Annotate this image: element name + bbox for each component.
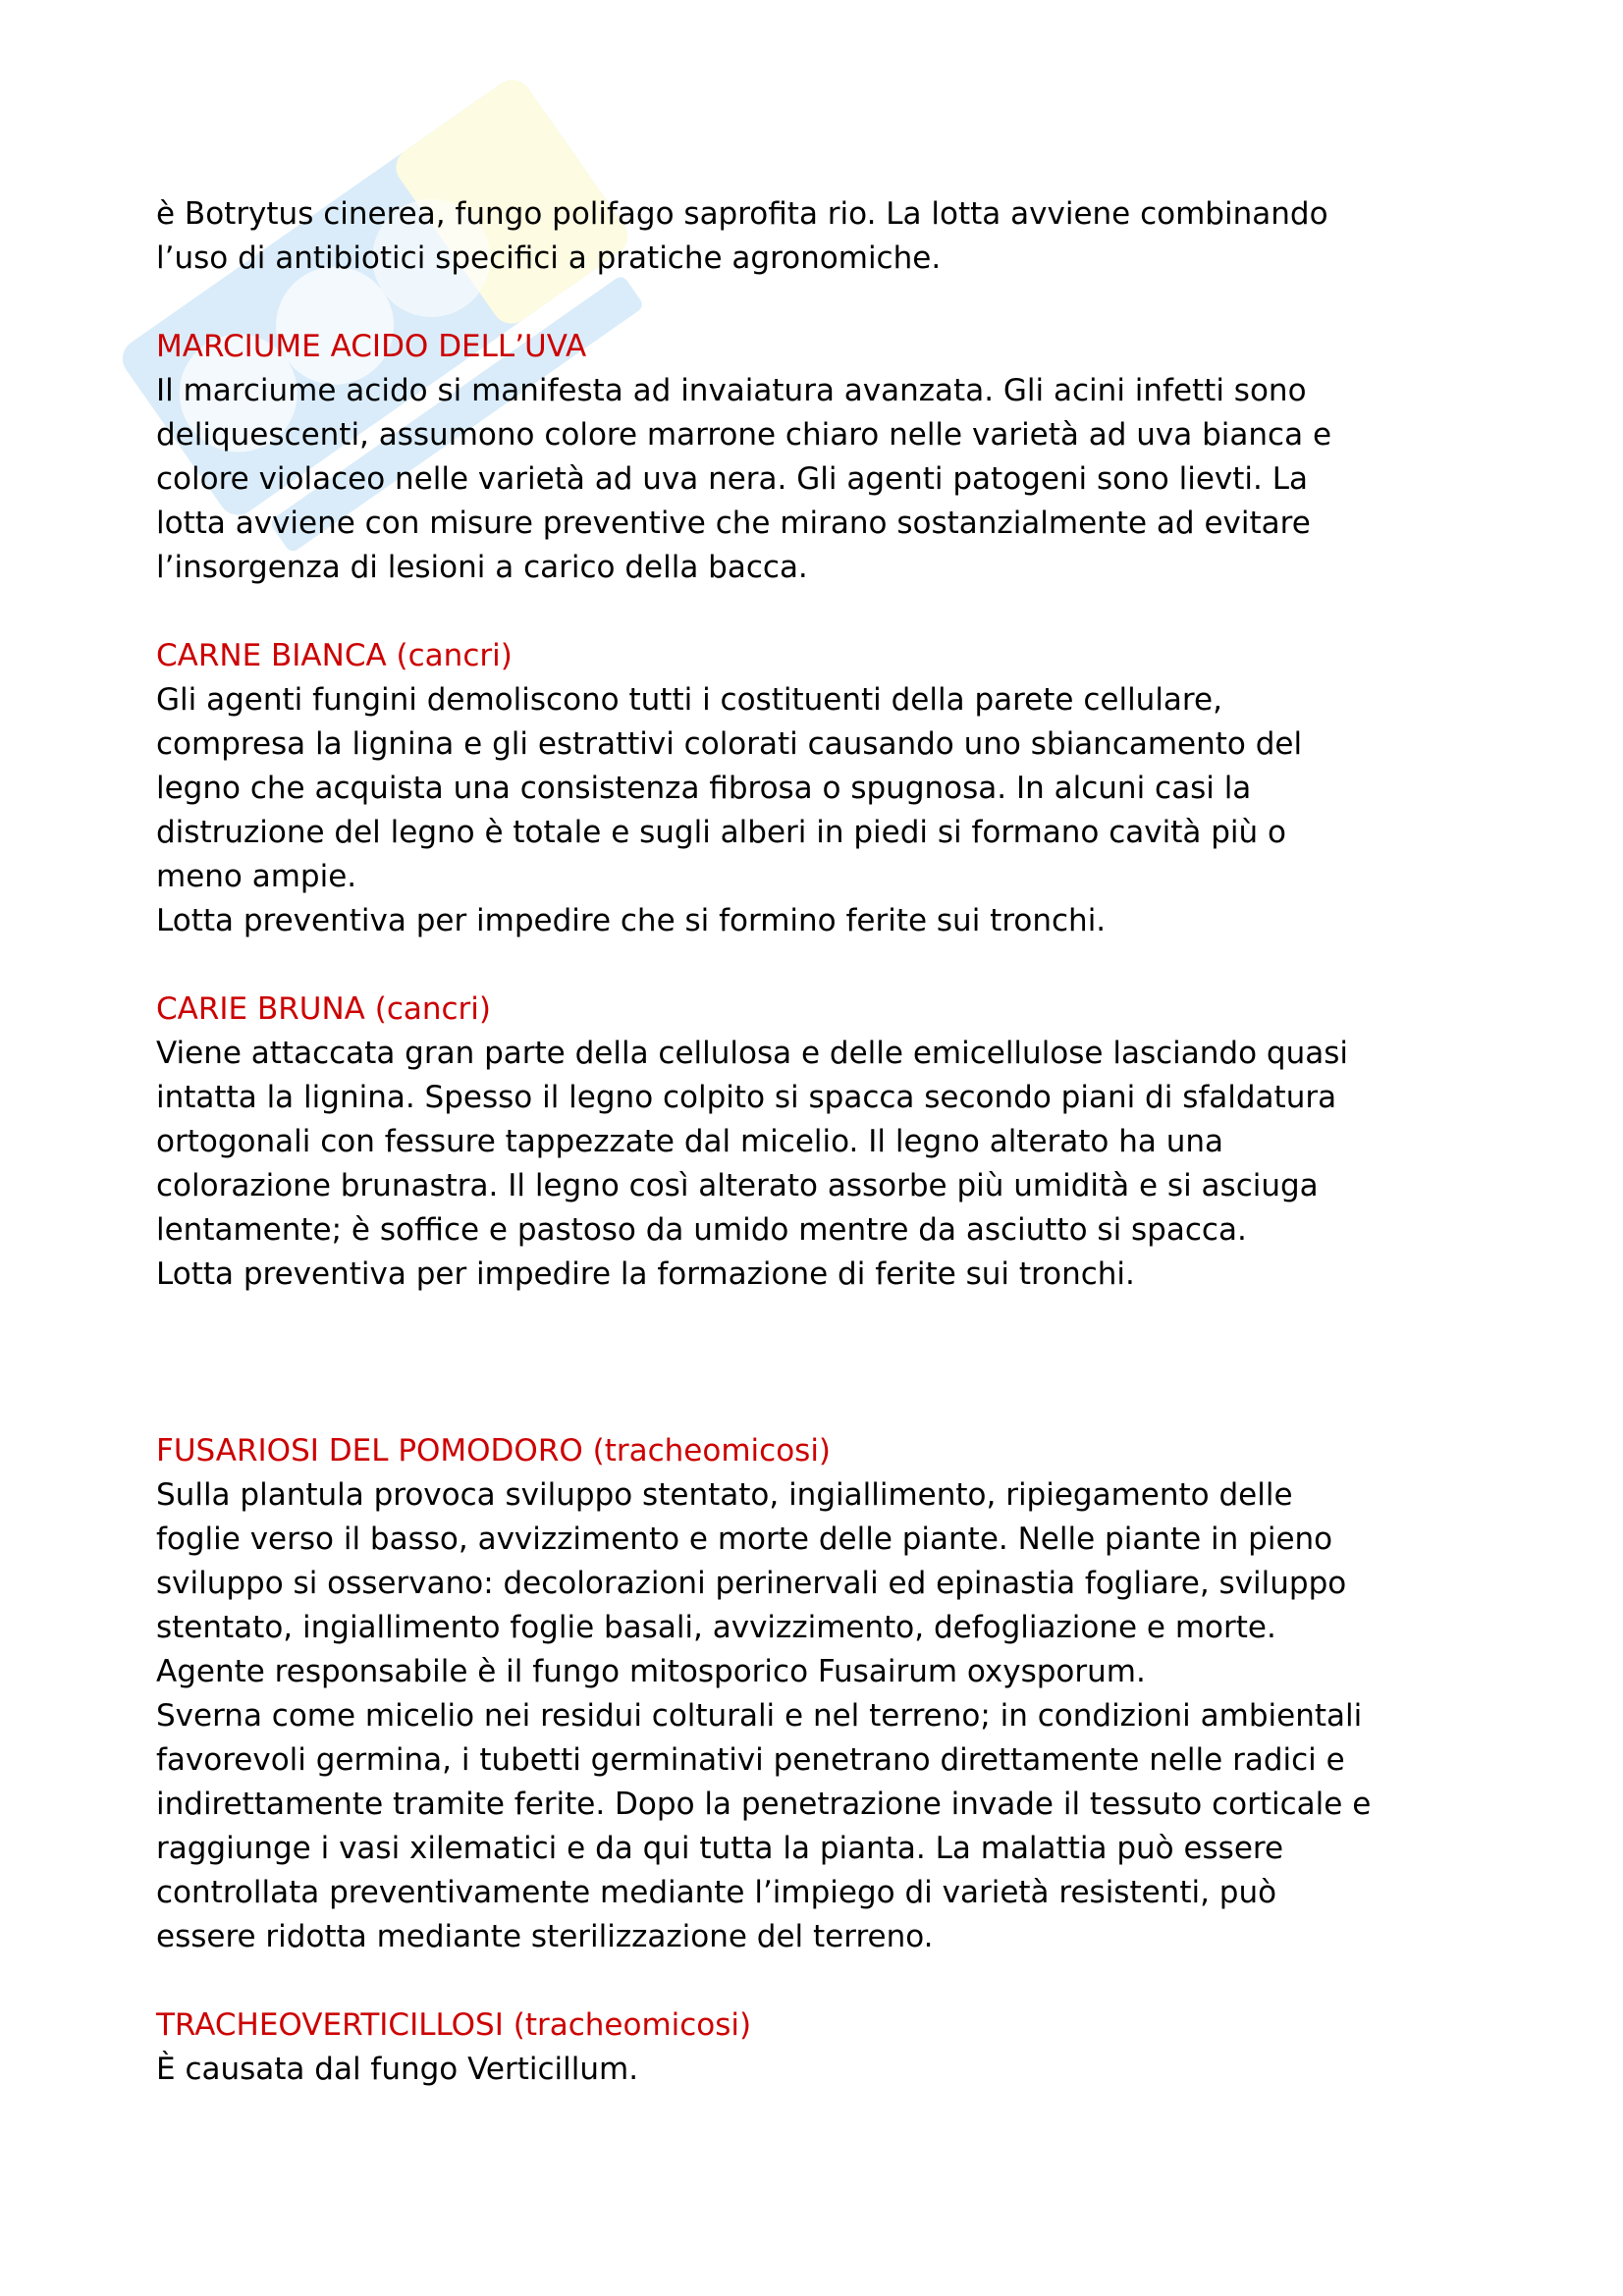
- text-line: sviluppo si osservano: decolorazioni perinervali ed epinastia fogliare, sviluppo: [156, 1566, 1347, 1601]
- section-carie-bruna: [156, 988, 1482, 1297]
- text-line: Lotta preventiva per impedire la formazione di ferite sui tronchi.: [156, 1256, 1135, 1292]
- section-carne-bianca: [156, 634, 1482, 943]
- text-line: controllata preventivamente mediante l’impiego di varietà resistenti, può: [156, 1875, 1277, 1910]
- section-heading: FUSARIOSI DEL POMODORO (tracheomicosi): [156, 1433, 832, 1468]
- text-line: Viene attaccata gran parte della cellulosa e delle emicellulose lasciando quasi: [156, 1036, 1348, 1071]
- text-line: Il marciume acido si manifesta ad invaiatura avanzata. Gli acini infetti sono: [156, 373, 1307, 408]
- section-heading: MARCIUME ACIDO DELL’UVA: [156, 329, 587, 364]
- text-line: legno che acquista una consistenza fibrosa o spugnosa. In alcuni casi la: [156, 771, 1252, 806]
- text-line: meno ampie.: [156, 859, 357, 894]
- text-line: Sulla plantula provoca sviluppo stentato, ingiallimento, ripiegamento delle: [156, 1477, 1293, 1513]
- text-line: è Botrytus cinerea, fungo polifago saprofita rio. La lotta avviene combinando: [156, 196, 1328, 232]
- text-line: È causata dal fungo Verticillum.: [156, 2052, 639, 2087]
- text-line: Lotta preventiva per impedire che si formino ferite sui tronchi.: [156, 903, 1107, 938]
- text-line: l’uso di antibiotici specifici a pratiche agronomiche.: [156, 240, 942, 276]
- text-line: essere ridotta mediante sterilizzazione del terreno.: [156, 1919, 934, 1954]
- text-line: deliquescenti, assumono colore marrone chiaro nelle varietà ad uva bianca e: [156, 417, 1332, 453]
- section-fusariosi-pomodoro: [156, 1429, 1482, 1959]
- section-marciume-acido: [156, 325, 1482, 590]
- text-line: lentamente; è soffice e pastoso da umido mentre da asciutto si spacca.: [156, 1212, 1247, 1248]
- text-line: l’insorgenza di lesioni a carico della bacca.: [156, 550, 808, 585]
- section-heading: CARIE BRUNA (cancri): [156, 991, 491, 1027]
- text-line: Gli agenti fungini demoliscono tutti i costituenti della parete cellulare,: [156, 682, 1222, 718]
- text-line: distruzione del legno è totale e sugli alberi in piedi si formano cavità più o: [156, 815, 1286, 850]
- text-line: stentato, ingiallimento foglie basali, avvizzimento, defogliazione e morte.: [156, 1610, 1276, 1645]
- text-line: indirettamente tramite ferite. Dopo la penetrazione invade il tessuto corticale e: [156, 1787, 1372, 1822]
- section-heading: TRACHEOVERTICILLOSI (tracheomicosi): [156, 2007, 752, 2043]
- section-heading: CARNE BIANCA (cancri): [156, 638, 513, 673]
- text-line: Sverna come micelio nei residui colturali e nel terreno; in condizioni ambientali: [156, 1698, 1363, 1734]
- section-tracheoverticillosi: [156, 2003, 1482, 2092]
- intro-paragraph: [156, 192, 1482, 281]
- text-line: compresa la lignina e gli estrattivi colorati causando uno sbiancamento del: [156, 726, 1303, 762]
- text-line: lotta avviene con misure preventive che mirano sostanzialmente ad evitare: [156, 506, 1311, 541]
- text-line: colore violaceo nelle varietà ad uva nera. Gli agenti patogeni sono lievti. La: [156, 461, 1308, 497]
- text-line: foglie verso il basso, avvizzimento e morte delle piante. Nelle piante in pieno: [156, 1522, 1333, 1557]
- document-content: [156, 192, 1482, 2092]
- text-line: intatta la lignina. Spesso il legno colpito si spacca secondo piani di sfaldatura: [156, 1080, 1337, 1115]
- text-line: colorazione brunastra. Il legno così alterato assorbe più umidità e si asciuga: [156, 1168, 1319, 1203]
- text-line: favorevoli germina, i tubetti germinativi penetrano direttamente nelle radici e: [156, 1742, 1345, 1778]
- text-line: ortogonali con fessure tappezzate dal micelio. Il legno alterato ha una: [156, 1124, 1224, 1159]
- text-line: Agente responsabile è il fungo mitosporico Fusairum oxysporum.: [156, 1654, 1146, 1689]
- text-line: raggiunge i vasi xilematici e da qui tutta la pianta. La malattia può essere: [156, 1831, 1284, 1866]
